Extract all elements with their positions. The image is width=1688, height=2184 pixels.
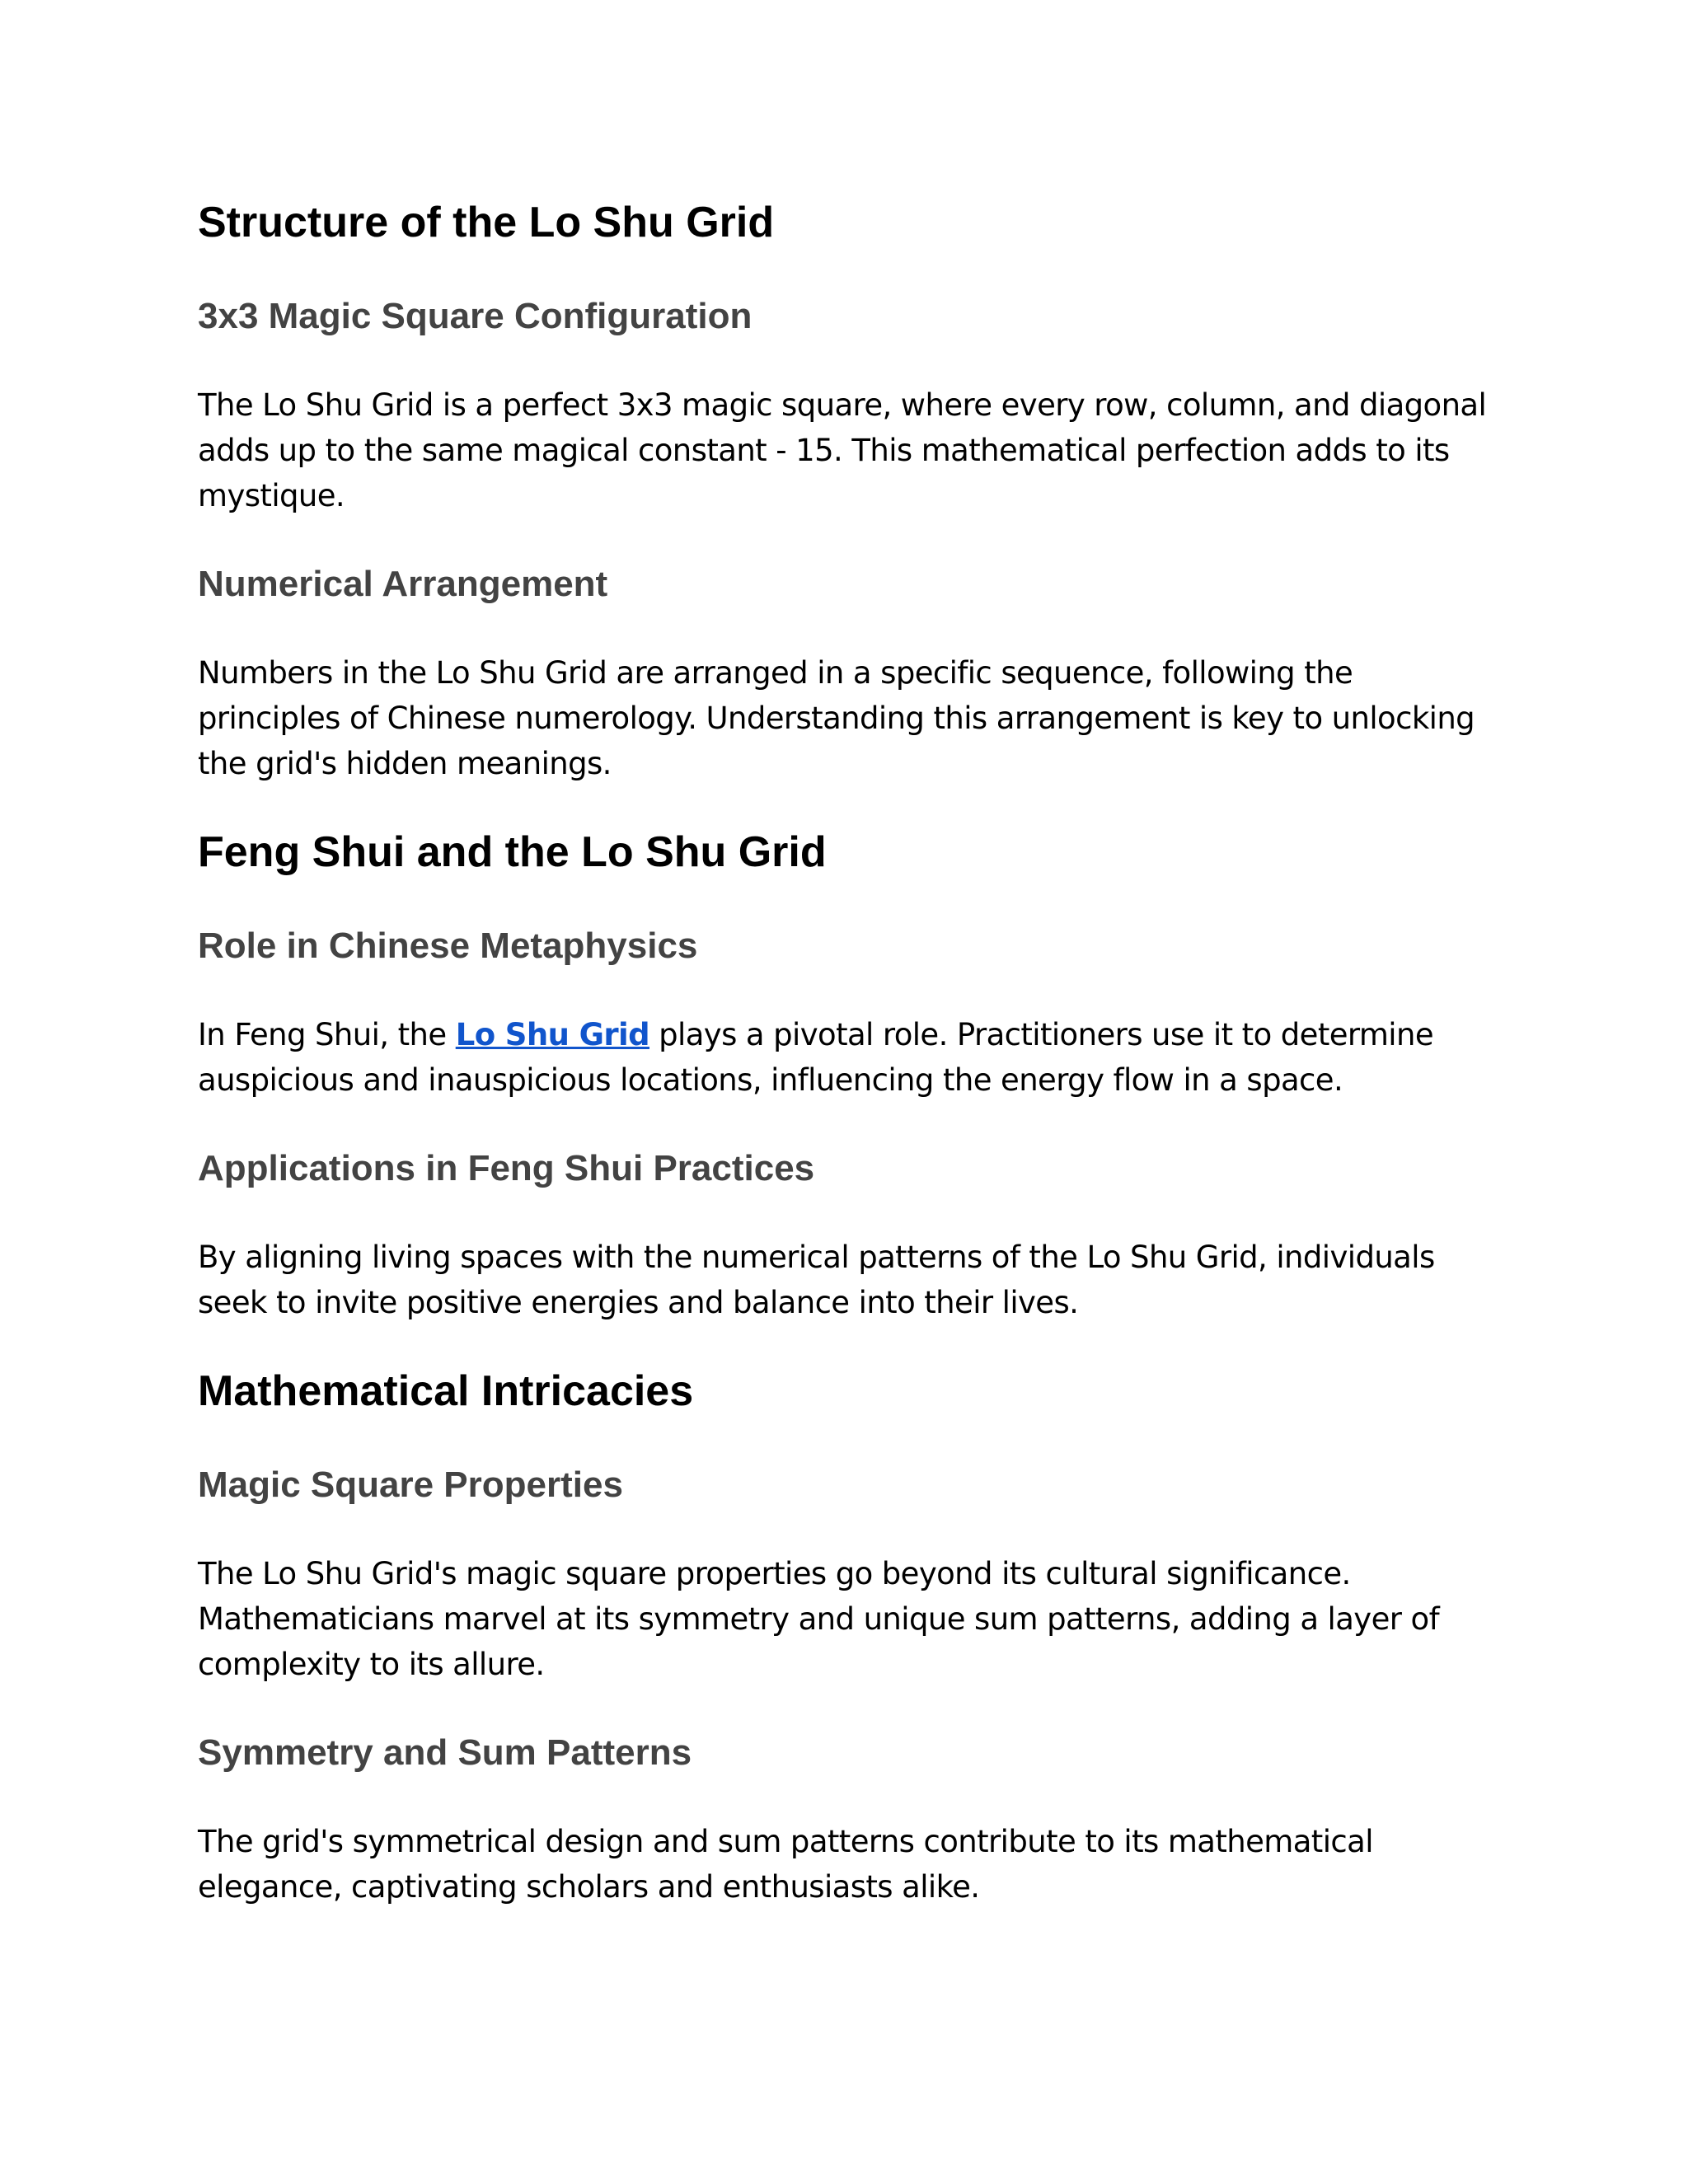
paragraph-magic-square-configuration: The Lo Shu Grid is a perfect 3x3 magic square, where every row, column, and diagonal adds up to the same magical constant - 15. This mathematical perfection adds to its mystique. bbox=[198, 387, 1487, 513]
subheading-magic-square-properties: Magic Square Properties bbox=[198, 1465, 623, 1505]
paragraph-text-after-link: plays a pivotal role. Practitioners use it to determine auspicious and inauspicious locations, influencing the energy flow in a space. bbox=[198, 1017, 1433, 1098]
paragraph-applications-in-feng-shui: By aligning living spaces with the numerical patterns of the Lo Shu Grid, individuals seek to invite positive energies and balance into their lives. bbox=[198, 1240, 1435, 1320]
document-body bbox=[198, 198, 1492, 1910]
subheading-symmetry-and-sum-patterns: Symmetry and Sum Patterns bbox=[198, 1732, 692, 1773]
subheading-magic-square-configuration: 3x3 Magic Square Configuration bbox=[198, 296, 753, 336]
section-heading-feng-shui: Feng Shui and the Lo Shu Grid bbox=[198, 828, 827, 876]
paragraph-magic-square-properties: The Lo Shu Grid's magic square properties go beyond its cultural significance. Mathematicians marvel at its symmetry and unique sum patterns, adding a layer of complexity to its allure. bbox=[198, 1556, 1440, 1682]
subheading-numerical-arrangement: Numerical Arrangement bbox=[198, 564, 608, 604]
paragraph-role-in-chinese-metaphysics bbox=[198, 1012, 1492, 1103]
section-heading-mathematical-intricacies: Mathematical Intricacies bbox=[198, 1367, 694, 1415]
paragraph-text-before-link: In Feng Shui, the bbox=[198, 1017, 456, 1052]
lo-shu-grid-link[interactable]: Lo Shu Grid bbox=[455, 1017, 649, 1052]
section-heading-structure: Structure of the Lo Shu Grid bbox=[198, 199, 775, 246]
paragraph-numerical-arrangement: Numbers in the Lo Shu Grid are arranged in a specific sequence, following the principles of Chinese numerology. Understanding this arrangement is key to unlocking the grid's hidden meanings. bbox=[198, 655, 1475, 781]
subheading-role-in-chinese-metaphysics: Role in Chinese Metaphysics bbox=[198, 926, 698, 966]
subheading-applications-in-feng-shui: Applications in Feng Shui Practices bbox=[198, 1148, 815, 1188]
paragraph-symmetry-and-sum-patterns: The grid's symmetrical design and sum patterns contribute to its mathematical elegance, captivating scholars and enthusiasts alike. bbox=[198, 1824, 1373, 1905]
